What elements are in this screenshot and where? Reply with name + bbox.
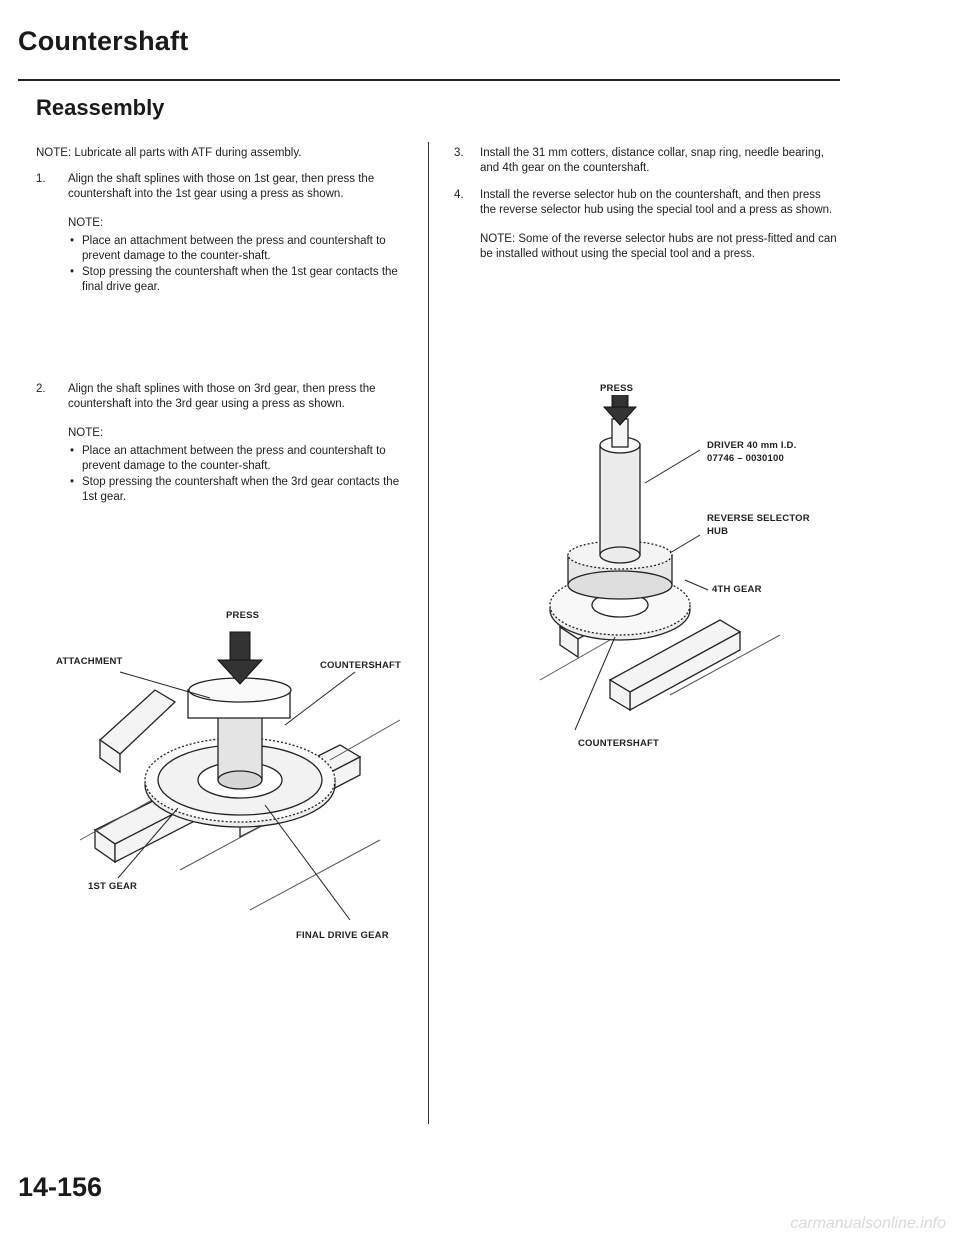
driver-label: DRIVER 40 mm I.D.: [707, 440, 797, 451]
reverse-selector-hub-label-line2: HUB: [707, 526, 729, 537]
note-list: [68, 234, 416, 295]
general-note: NOTE: Lubricate all parts with ATF during assembly.: [36, 147, 302, 159]
step-text: Install the reverse selector hub on the countershaft, and then press the reverse selector hub using the special tool and a press as shown.: [480, 189, 833, 216]
first-gear-label: 1ST GEAR: [88, 881, 138, 892]
step-2: [36, 382, 416, 506]
step-4: [454, 188, 839, 262]
reverse-selector-hub-label: REVERSE SELECTOR: [707, 513, 810, 524]
press-label: PRESS: [226, 610, 260, 621]
step-1: [36, 172, 416, 296]
press-arrow: [604, 395, 636, 425]
step-number: 3.: [454, 147, 464, 159]
attachment-label: ATTACHMENT: [56, 656, 123, 667]
step-3: [454, 146, 839, 176]
column-divider: [428, 142, 429, 1124]
step-text: Align the shaft splines with those on 3rd gear, then press the countershaft into the 3rd gear using a press as shown.: [68, 383, 376, 410]
step-number: 1.: [36, 173, 46, 185]
step-number: 2.: [36, 383, 46, 395]
note-label: NOTE:: [68, 217, 104, 229]
note-bullet: • Stop pressing the countershaft when the 1st gear contacts the final drive gear.: [68, 265, 416, 295]
note-list: [68, 444, 416, 505]
driver-part-number: 07746 – 0030100: [707, 453, 784, 464]
final-drive-gear-label: FINAL DRIVE GEAR: [296, 930, 389, 941]
driver-tool-shape: [600, 419, 640, 563]
note-bullet: • Place an attachment between the press and countershaft to prevent damage to the counter-shaft.: [68, 444, 416, 474]
fourth-gear-label: 4TH GEAR: [712, 584, 762, 595]
page-number: 14-156: [18, 1172, 103, 1202]
step-text: Install the 31 mm cotters, distance collar, snap ring, needle bearing, and 4th gear on the countershaft.: [480, 147, 824, 174]
step-note: NOTE: Some of the reverse selector hubs are not press-fitted and can be installed without using the special tool and a press.: [480, 233, 837, 260]
step-text: Align the shaft splines with those on 1st gear, then press the countershaft into the 1st gear using a press as shown.: [68, 173, 375, 200]
press-arrow: [218, 632, 262, 684]
section-title: Reassembly: [36, 95, 165, 120]
header-rule: [18, 79, 840, 81]
press-label: PRESS: [600, 383, 634, 394]
countershaft-label: COUNTERSHAFT: [578, 738, 660, 749]
note-bullet: • Stop pressing the countershaft when the 3rd gear contacts the 1st gear.: [68, 475, 416, 505]
countershaft-label: COUNTERSHAFT: [320, 660, 402, 671]
note-label: NOTE:: [68, 427, 104, 439]
watermark: carmanualsonline.info: [790, 1215, 946, 1232]
note-bullet: • Place an attachment between the press and countershaft to prevent damage to the counter-shaft.: [68, 234, 416, 264]
page-title: Countershaft: [18, 26, 189, 56]
press-1st-gear-figure: [60, 630, 420, 960]
step-number: 4.: [454, 189, 464, 201]
